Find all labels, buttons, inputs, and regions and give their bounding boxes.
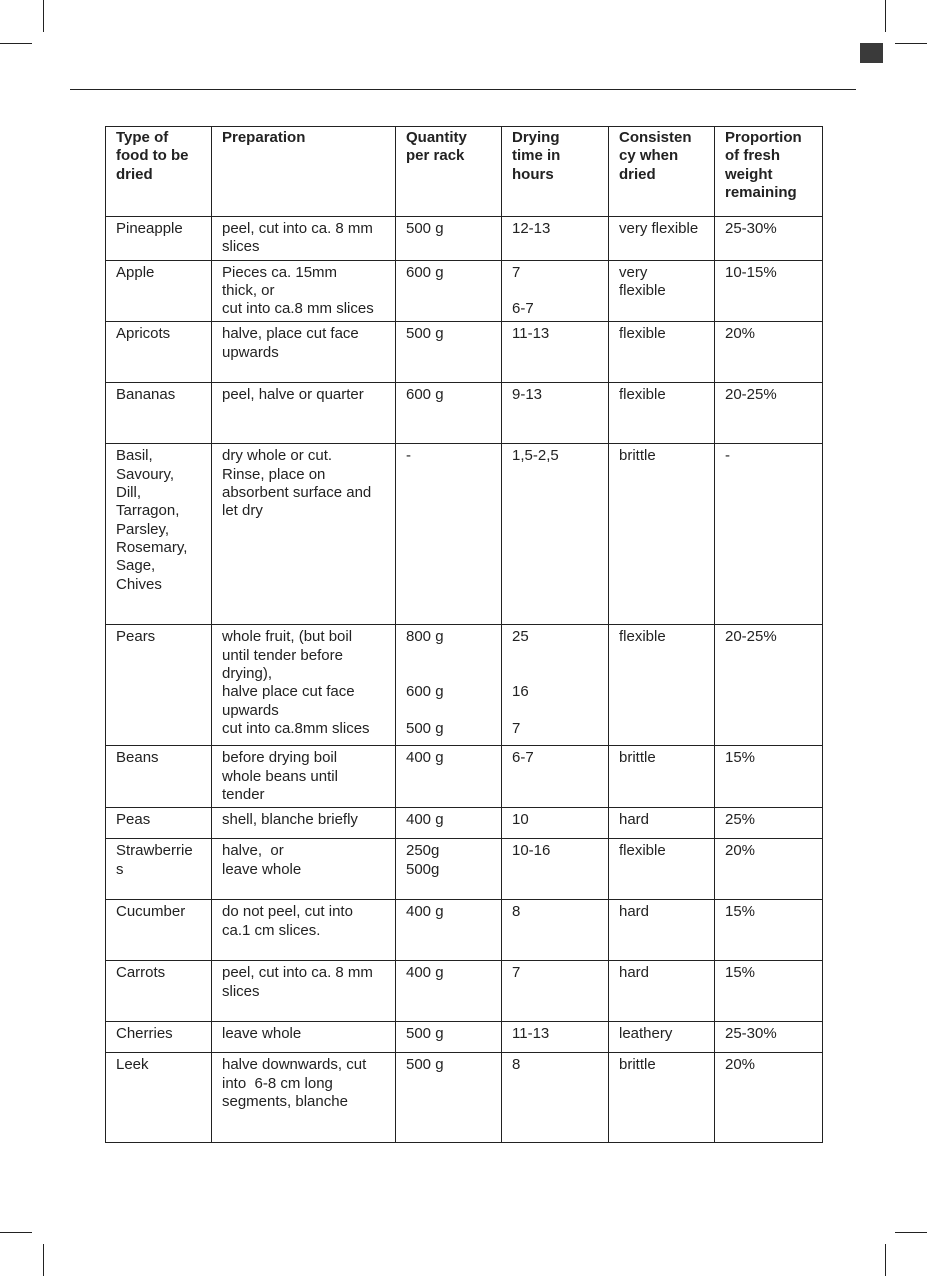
cell-food-type: Peas <box>106 808 212 839</box>
cell-food-type: Carrots <box>106 961 212 1022</box>
cell-preparation: whole fruit, (but boil until tender before drying), halve place cut face upwards cut into ca.8mm slices <box>212 625 396 746</box>
cell-quantity: 500 g <box>396 217 502 261</box>
cell-proportion: 20% <box>715 1053 823 1143</box>
cell-food-type: Beans <box>106 746 212 808</box>
cell-food-type: Apple <box>106 260 212 322</box>
cell-proportion: 20-25% <box>715 383 823 444</box>
cell-food-type: Pears <box>106 625 212 746</box>
cell-quantity: 600 g <box>396 383 502 444</box>
page-marker-square <box>860 43 883 63</box>
crop-mark <box>43 0 44 32</box>
cell-consistency: brittle <box>609 1053 715 1143</box>
table-row <box>106 444 823 625</box>
cell-drying-time: 11-13 <box>502 322 609 383</box>
cell-preparation: do not peel, cut into ca.1 cm slices. <box>212 900 396 961</box>
table-header-row <box>106 127 823 217</box>
table-row <box>106 961 823 1022</box>
cell-drying-time: 6-7 <box>502 746 609 808</box>
table-row <box>106 1022 823 1053</box>
crop-mark <box>885 0 886 32</box>
cell-drying-time: 7 <box>502 961 609 1022</box>
cell-preparation: shell, blanche briefly <box>212 808 396 839</box>
cell-preparation: halve, place cut face upwards <box>212 322 396 383</box>
cell-quantity: 500 g <box>396 1022 502 1053</box>
cell-quantity: 400 g <box>396 961 502 1022</box>
cell-proportion: 20% <box>715 839 823 900</box>
drying-table <box>105 126 823 1143</box>
cell-consistency: very flexible <box>609 260 715 322</box>
cell-food-type: Cherries <box>106 1022 212 1053</box>
cell-quantity: 400 g <box>396 746 502 808</box>
cell-food-type: Pineapple <box>106 217 212 261</box>
cell-drying-time: 7 6-7 <box>502 260 609 322</box>
cell-food-type: Basil, Savoury, Dill, Tarragon, Parsley, Rosemary, Sage, Chives <box>106 444 212 625</box>
cell-quantity: 800 g 600 g 500 g <box>396 625 502 746</box>
cell-drying-time: 11-13 <box>502 1022 609 1053</box>
cell-preparation: peel, cut into ca. 8 mm slices <box>212 961 396 1022</box>
cell-proportion: 20-25% <box>715 625 823 746</box>
cell-drying-time: 8 <box>502 900 609 961</box>
cell-consistency: hard <box>609 808 715 839</box>
cell-consistency: hard <box>609 900 715 961</box>
crop-mark <box>885 1244 886 1276</box>
cell-quantity: 500 g <box>396 322 502 383</box>
cell-food-type: Apricots <box>106 322 212 383</box>
cell-preparation: halve downwards, cut into 6-8 cm long segments, blanche <box>212 1053 396 1143</box>
table-row <box>106 1053 823 1143</box>
cell-consistency: flexible <box>609 322 715 383</box>
cell-consistency: hard <box>609 961 715 1022</box>
table-row <box>106 746 823 808</box>
cell-drying-time: 9-13 <box>502 383 609 444</box>
header-drying-time: Drying time in hours <box>502 127 609 217</box>
table-row <box>106 260 823 322</box>
cell-quantity: 400 g <box>396 900 502 961</box>
cell-proportion: 25-30% <box>715 1022 823 1053</box>
cell-drying-time: 10 <box>502 808 609 839</box>
header-proportion: Proportion of fresh weight remaining <box>715 127 823 217</box>
table-row <box>106 625 823 746</box>
cell-consistency: flexible <box>609 383 715 444</box>
cell-quantity: 500 g <box>396 1053 502 1143</box>
header-preparation: Preparation <box>212 127 396 217</box>
cell-proportion: 25% <box>715 808 823 839</box>
cell-food-type: Bananas <box>106 383 212 444</box>
table-row <box>106 808 823 839</box>
cell-food-type: Cucumber <box>106 900 212 961</box>
cell-quantity: 600 g <box>396 260 502 322</box>
crop-mark <box>895 1232 927 1233</box>
cell-drying-time: 8 <box>502 1053 609 1143</box>
cell-proportion: 15% <box>715 746 823 808</box>
cell-preparation: before drying boil whole beans until tender <box>212 746 396 808</box>
header-quantity: Quantity per rack <box>396 127 502 217</box>
cell-proportion: 25-30% <box>715 217 823 261</box>
cell-food-type: Leek <box>106 1053 212 1143</box>
cell-consistency: brittle <box>609 444 715 625</box>
header-divider <box>70 89 856 90</box>
cell-consistency: leathery <box>609 1022 715 1053</box>
cell-preparation: dry whole or cut. Rinse, place on absorbent surface and let dry <box>212 444 396 625</box>
cell-proportion: 15% <box>715 900 823 961</box>
cell-quantity: 400 g <box>396 808 502 839</box>
cell-proportion: 10-15% <box>715 260 823 322</box>
crop-mark <box>895 43 927 44</box>
table-row <box>106 217 823 261</box>
header-consistency: Consisten cy when dried <box>609 127 715 217</box>
cell-drying-time: 25 16 7 <box>502 625 609 746</box>
cell-drying-time: 10-16 <box>502 839 609 900</box>
cell-consistency: flexible <box>609 625 715 746</box>
cell-consistency: flexible <box>609 839 715 900</box>
header-food-type: Type of food to be dried <box>106 127 212 217</box>
cell-quantity: 250g 500g <box>396 839 502 900</box>
cell-food-type: Strawberrie s <box>106 839 212 900</box>
table-row <box>106 322 823 383</box>
crop-mark <box>0 1232 32 1233</box>
cell-quantity: - <box>396 444 502 625</box>
cell-preparation: peel, cut into ca. 8 mm slices <box>212 217 396 261</box>
table-row <box>106 900 823 961</box>
crop-mark <box>43 1244 44 1276</box>
cell-proportion: 20% <box>715 322 823 383</box>
cell-drying-time: 12-13 <box>502 217 609 261</box>
cell-proportion: - <box>715 444 823 625</box>
cell-consistency: very flexible <box>609 217 715 261</box>
cell-preparation: leave whole <box>212 1022 396 1053</box>
cell-drying-time: 1,5-2,5 <box>502 444 609 625</box>
cell-preparation: Pieces ca. 15mm thick, or cut into ca.8 mm slices <box>212 260 396 322</box>
cell-consistency: brittle <box>609 746 715 808</box>
crop-mark <box>0 43 32 44</box>
table-row <box>106 839 823 900</box>
cell-preparation: halve, or leave whole <box>212 839 396 900</box>
cell-proportion: 15% <box>715 961 823 1022</box>
cell-preparation: peel, halve or quarter <box>212 383 396 444</box>
table-row <box>106 383 823 444</box>
